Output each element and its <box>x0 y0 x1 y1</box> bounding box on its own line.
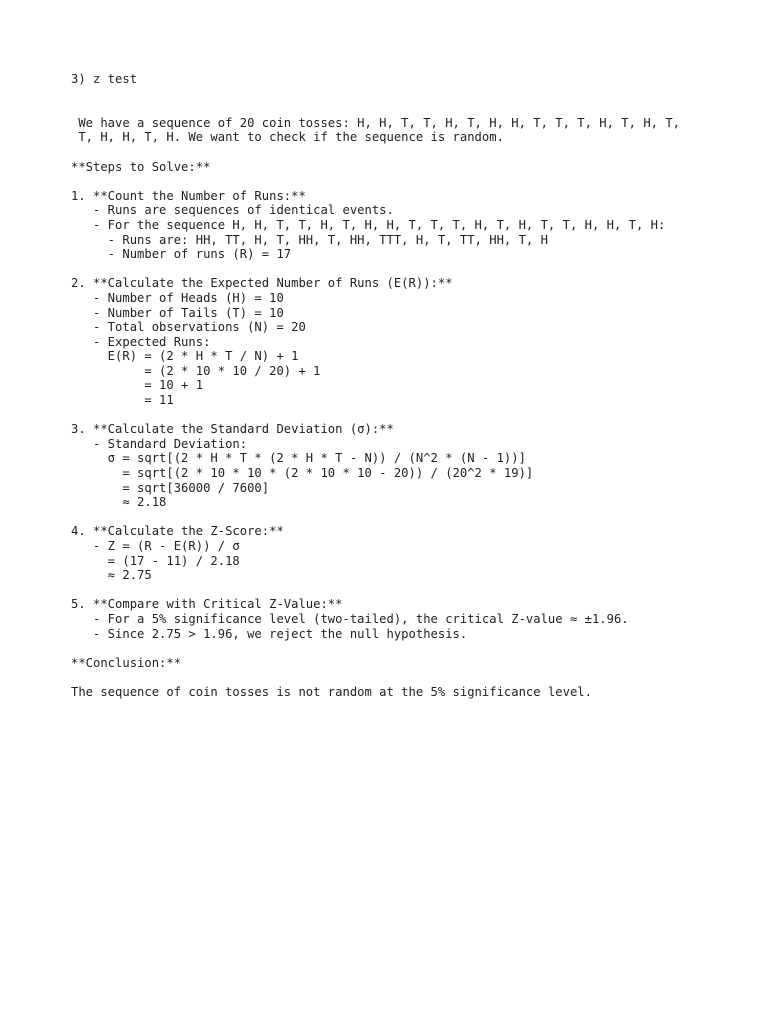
conclusion-heading: **Conclusion:** <box>71 655 182 670</box>
spacer <box>71 408 731 423</box>
step-5-line: 5. **Compare with Critical Z-Value:** <box>71 597 343 612</box>
intro-paragraph <box>71 116 731 145</box>
step-4-line: = (17 - 11) / 2.18 <box>71 553 240 568</box>
step-3-line: = sqrt[36000 / 7600] <box>71 480 270 495</box>
step-3-line: = sqrt[(2 * 10 * 10 * (2 * 10 * 10 - 20)) / (20^2 * 19)] <box>71 466 534 481</box>
spacer <box>71 583 731 598</box>
conclusion-text: The sequence of coin tosses is not random at the 5% significance level. <box>71 684 592 699</box>
document-page <box>71 72 731 700</box>
spacer <box>71 145 731 160</box>
spacer <box>71 101 731 116</box>
step-4-line: ≈ 2.75 <box>71 568 152 583</box>
step-1-line: 1. **Count the Number of Runs:** <box>71 188 306 203</box>
step-1-line: - Runs are: HH, TT, H, T, HH, T, HH, TTT, H, T, TT, HH, T, H <box>71 232 548 247</box>
step-5-line: - Since 2.75 > 1.96, we reject the null hypothesis. <box>71 626 468 641</box>
step-2-line: - Number of Tails (T) = 10 <box>71 305 284 320</box>
step-2-line: = 11 <box>71 393 174 408</box>
step-1-line: - Number of runs (R) = 17 <box>71 247 292 262</box>
step-5-line: - For a 5% significance level (two-tailed), the critical Z-value ≈ ±1.96. <box>71 611 629 626</box>
step-2-line: = 10 + 1 <box>71 378 204 393</box>
step-1-line: - Runs are sequences of identical events. <box>71 203 394 218</box>
spacer <box>71 262 731 277</box>
step-2-line: - Expected Runs: <box>71 334 211 349</box>
step-3-line: 3. **Calculate the Standard Deviation (σ):** <box>71 422 394 437</box>
step-4-line: - Z = (R - E(R)) / σ <box>71 539 240 553</box>
spacer <box>71 510 731 525</box>
step-3-line: - Standard Deviation: <box>71 436 248 451</box>
step-1-line: - For the sequence H, H, T, T, H, T, H, H, T, T, T, H, T, H, T, T, H, H, T, H: <box>71 217 666 232</box>
step-4-line: 4. **Calculate the Z-Score:** <box>71 524 284 539</box>
intro-line: We have a sequence of 20 coin tosses: H, H, T, T, H, T, H, H, T, T, T, H, T, H, T, <box>71 115 681 130</box>
step-4 <box>71 524 731 582</box>
intro-line: T, H, H, T, H. We want to check if the sequence is random. <box>71 130 504 145</box>
step-2-line: - Number of Heads (H) = 10 <box>71 290 284 305</box>
spacer <box>71 641 731 656</box>
step-2-line: = (2 * 10 * 10 / 20) + 1 <box>71 363 321 378</box>
spacer <box>71 87 731 102</box>
step-2-line: 2. **Calculate the Expected Number of Runs (E(R)):** <box>71 276 453 291</box>
step-2-line: E(R) = (2 * H * T / N) + 1 <box>71 349 299 364</box>
step-2 <box>71 276 731 407</box>
step-3 <box>71 422 731 510</box>
steps-heading: **Steps to Solve:** <box>71 159 211 174</box>
step-2-line: - Total observations (N) = 20 <box>71 320 306 335</box>
step-5 <box>71 597 731 641</box>
spacer <box>71 174 731 189</box>
step-1 <box>71 189 731 262</box>
spacer <box>71 670 731 685</box>
step-3-line: σ = sqrt[(2 * H * T * (2 * H * T - N)) / (N^2 * (N - 1))] <box>71 451 526 466</box>
document-heading: 3) z test <box>71 72 138 86</box>
step-3-line: ≈ 2.18 <box>71 495 167 510</box>
